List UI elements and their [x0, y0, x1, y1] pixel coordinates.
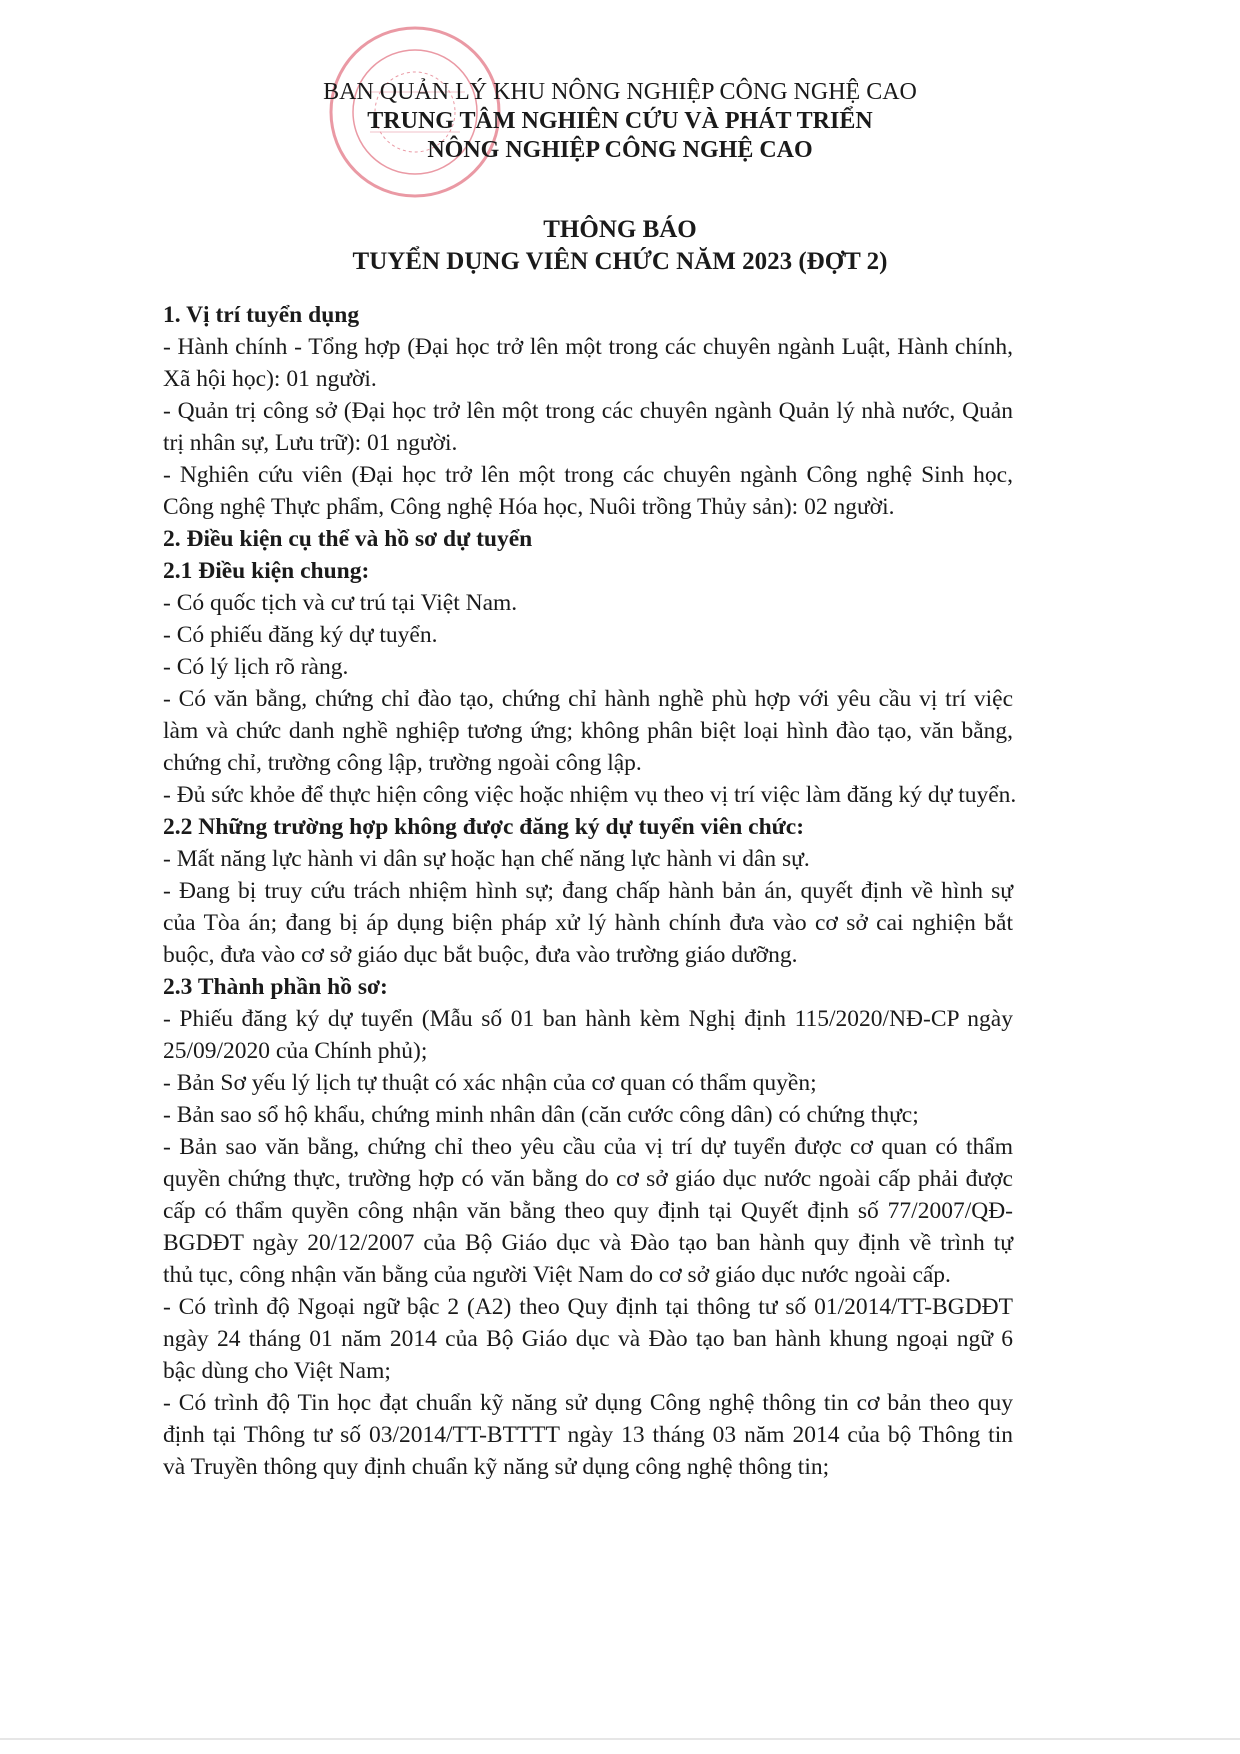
- body-line: chứng chỉ, trường công lập, trường ngoài công lập.: [163, 750, 642, 776]
- body-line: - Đang bị truy cứu trách nhiệm hình sự; đang chấp hành bản án, quyết định về hình sự: [163, 878, 1013, 904]
- document-title: THÔNG BÁO: [543, 216, 697, 243]
- body-line: BGDĐT ngày 20/12/2007 của Bộ Giáo dục và Đào tạo ban hành quy định về trình tự: [163, 1230, 1013, 1256]
- body-line: - Bản sao văn bằng, chứng chỉ theo yêu cầu của vị trí dự tuyển được cơ quan có thẩm: [163, 1134, 1013, 1160]
- body-line: - Có trình độ Tin học đạt chuẩn kỹ năng sử dụng Công nghệ thông tin cơ bản theo quy: [163, 1390, 1013, 1416]
- body-line: của Tòa án; đang bị áp dụng biện pháp xử lý hành chính đưa vào cơ sở cai nghiện bắt: [163, 910, 1013, 936]
- body-line: và Truyền thông quy định chuẩn kỹ năng sử dụng công nghệ thông tin;: [163, 1454, 830, 1480]
- body-line: bậc dùng cho Việt Nam;: [163, 1358, 391, 1384]
- body-line: buộc, đưa vào cơ sở giáo dục bắt buộc, đưa vào trường giáo dưỡng.: [163, 942, 798, 968]
- body-line: - Có quốc tịch và cư trú tại Việt Nam.: [163, 590, 518, 616]
- body-line: thủ tục, công nhận văn bằng của người Việt Nam do cơ sở giáo dục nước ngoài cấp.: [163, 1262, 951, 1288]
- agency-name: BAN QUẢN LÝ KHU NÔNG NGHIỆP CÔNG NGHỆ CAO: [323, 79, 917, 105]
- body-line: Công nghệ Thực phẩm, Công nghệ Hóa học, Nuôi trồng Thủy sản): 02 người.: [163, 494, 895, 520]
- body-line: - Có phiếu đăng ký dự tuyển.: [163, 622, 438, 648]
- center-name-line1: TRUNG TÂM NGHIÊN CỨU VÀ PHÁT TRIỂN: [367, 108, 873, 134]
- body-line: cấp có thẩm quyền công nhận văn bằng theo quy định tại Quyết định số 77/2007/QĐ-: [163, 1198, 1013, 1224]
- body-line: 25/09/2020 của Chính phủ);: [163, 1038, 428, 1064]
- body-line: trị nhân sự, Lưu trữ): 01 người.: [163, 430, 458, 456]
- section-heading: 2.2 Những trường hợp không được đăng ký dự tuyển viên chức:: [163, 814, 805, 840]
- body-line: - Bản sao sổ hộ khẩu, chứng minh nhân dân (căn cước công dân) có chứng thực;: [163, 1102, 919, 1128]
- section-heading: 1. Vị trí tuyển dụng: [163, 302, 360, 328]
- body-line: - Có trình độ Ngoại ngữ bậc 2 (A2) theo Quy định tại thông tư số 01/2014/TT-BGDĐT: [163, 1294, 1013, 1320]
- body-line: - Bản Sơ yếu lý lịch tự thuật có xác nhận của cơ quan có thẩm quyền;: [163, 1070, 817, 1096]
- body-line: - Mất năng lực hành vi dân sự hoặc hạn chế năng lực hành vi dân sự.: [163, 846, 810, 872]
- body-line: định tại Thông tư số 03/2014/TT-BTTTT ngày 13 tháng 03 năm 2014 của bộ Thông tin: [163, 1422, 1013, 1448]
- body-line: - Phiếu đăng ký dự tuyển (Mẫu số 01 ban hành kèm Nghị định 115/2020/NĐ-CP ngày: [163, 1006, 1013, 1032]
- body-line: - Quản trị công sở (Đại học trở lên một trong các chuyên ngành Quản lý nhà nước, Quản: [163, 398, 1013, 424]
- body-line: làm và chức danh nghề nghiệp tương ứng; không phân biệt loại hình đào tạo, văn bằng,: [163, 718, 1013, 744]
- section-heading: 2. Điều kiện cụ thể và hồ sơ dự tuyển: [163, 526, 533, 552]
- body-line: ngày 24 tháng 01 năm 2014 của Bộ Giáo dục và Đào tạo ban hành khung ngoại ngữ 6: [163, 1326, 1013, 1352]
- document-subtitle: TUYỂN DỤNG VIÊN CHỨC NĂM 2023 (ĐỢT 2): [352, 248, 888, 275]
- center-name-line2: NÔNG NGHIỆP CÔNG NGHỆ CAO: [427, 137, 813, 163]
- body-line: quyền chứng thực, trường hợp có văn bằng do cơ sở giáo dục nước ngoài cấp phải được: [163, 1166, 1013, 1192]
- document-body: [163, 299, 1017, 1483]
- body-line: - Có lý lịch rõ ràng.: [163, 654, 349, 680]
- section-heading: 2.1 Điều kiện chung:: [163, 558, 370, 584]
- page-edge: [0, 1738, 1240, 1740]
- body-line: - Hành chính - Tổng hợp (Đại học trở lên một trong các chuyên ngành Luật, Hành chính,: [163, 334, 1013, 360]
- body-line: - Nghiên cứu viên (Đại học trở lên một trong các chuyên ngành Công nghệ Sinh học,: [163, 462, 1013, 488]
- body-line: Xã hội học): 01 người.: [163, 366, 377, 392]
- body-line: - Có văn bằng, chứng chỉ đào tạo, chứng chỉ hành nghề phù hợp với yêu cầu vị trí việc: [163, 686, 1013, 712]
- section-heading: 2.3 Thành phần hồ sơ:: [163, 974, 388, 1000]
- body-line: - Đủ sức khỏe để thực hiện công việc hoặc nhiệm vụ theo vị trí việc làm đăng ký dự tuyển.: [163, 782, 1017, 808]
